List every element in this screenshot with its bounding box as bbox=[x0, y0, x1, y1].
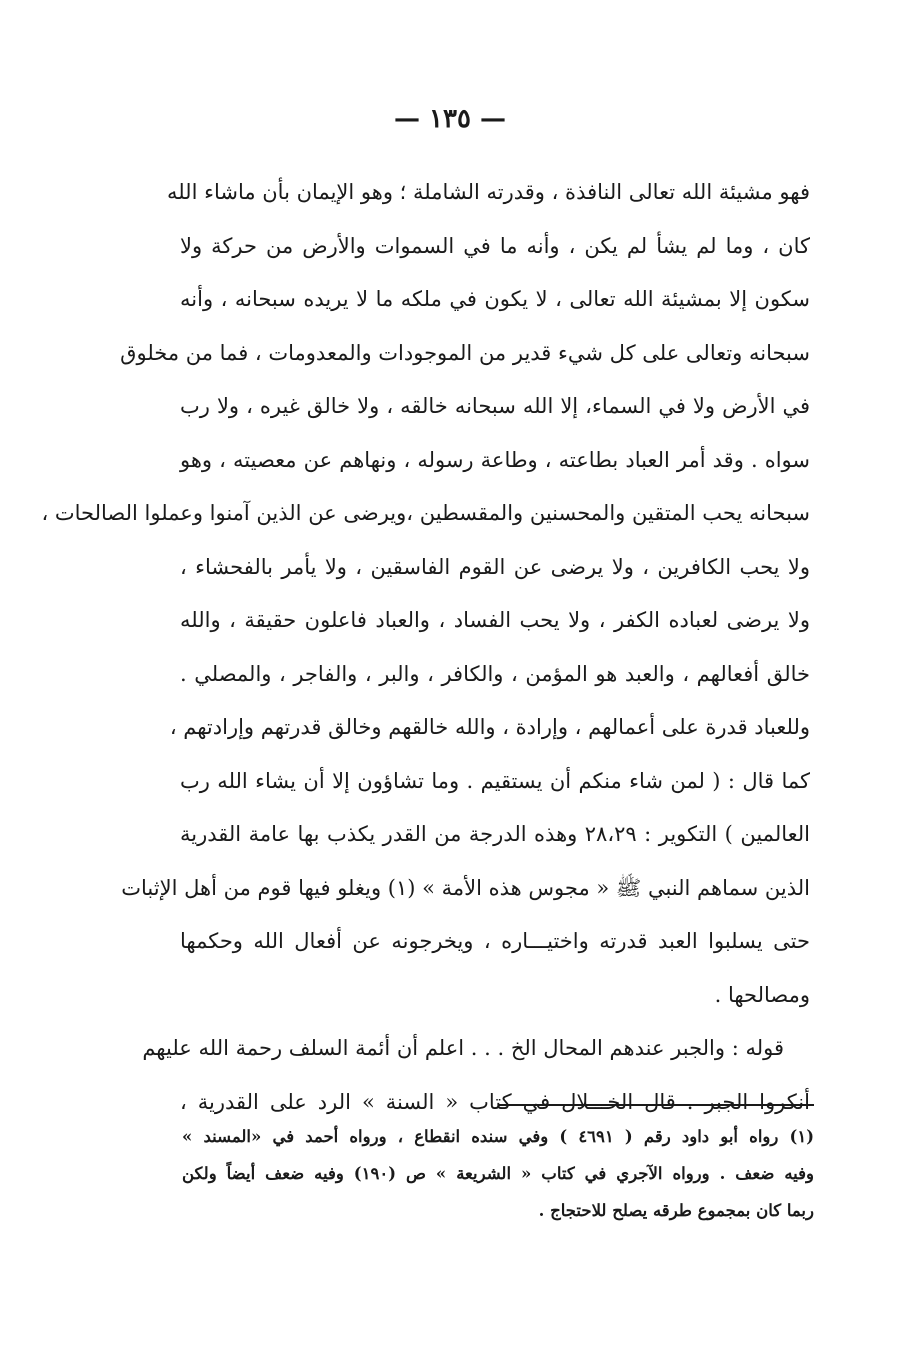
main-text bbox=[41, 166, 810, 1129]
text-line: قوله : والجبر عندهم المحال الخ . . . اعلم أن أئمة السلف رحمة الله عليهم bbox=[142, 1036, 784, 1060]
text-line: ولا يحب الكافرين ، ولا يرضى عن القوم الفاسقين ، ولا يأمر بالفحشاء ، bbox=[180, 554, 810, 579]
text-line: كما قال : ( لمن شاء منكم أن يستقيم . وما تشاؤون إلا أن يشاء الله رب bbox=[180, 768, 810, 793]
text-line: وللعباد قدرة على أعمالهم ، وإرادة ، والله خالقهم وخالق قدرتهم وإرادتهم ، bbox=[169, 715, 810, 739]
text-line: في الأرض ولا في السماء، إلا الله سبحانه خالقه ، ولا خالق غيره ، ولا رب bbox=[180, 394, 810, 418]
text-line: الذين سماهم النبي ﷺ « مجوس هذه الأمة » (١) ويغلو فيها قوم من أهل الإثبات bbox=[121, 875, 810, 900]
text-line: فهو مشيئة الله تعالى النافذة ، وقدرته الشاملة ؛ وهو الإيمان بأن ماشاء الله bbox=[166, 180, 810, 204]
text-line: سبحانه وتعالى على كل شيء قدير من الموجودات والمعدومات ، فما من مخلوق bbox=[120, 340, 810, 365]
text-line: سبحانه يحب المتقين والمحسنين والمقسطين ،ويرضى عن الذين آمنوا وعملوا الصالحات ، bbox=[41, 501, 810, 525]
footnotes bbox=[182, 1118, 814, 1229]
text-line: ولا يرضى لعباده الكفر ، ولا يحب الفساد ، والعباد فاعلون حقيقة ، والله bbox=[180, 608, 810, 632]
text-line: سكون إلا بمشيئة الله تعالى ، لا يكون في ملكه ما لا يريده سبحانه ، وأنه bbox=[180, 287, 810, 311]
footnote-line: (١) رواه أبو داود رقم ( ٤٦٩١ ) وفي سنده انقطاع ، ورواه أحمد في «المسند » bbox=[182, 1127, 814, 1146]
page-number: — ١٣٥ — bbox=[393, 104, 507, 134]
text-line: أنكروا الجبر . قال الخـــلال في كتاب « السنة » الرد على القدرية ، bbox=[180, 1089, 810, 1114]
text-line: ومصالحها . bbox=[714, 982, 810, 1007]
text-line: العالمين ) التكوير : ٢٨،٢٩ وهذه الدرجة من القدر يكذب بها عامة القدرية bbox=[180, 822, 810, 846]
text-line: كان ، وما لم يشأ لم يكن ، وأنه ما في السموات والأرض من حركة ولا bbox=[180, 233, 810, 258]
text-line: خالق أفعالهم ، والعبد هو المؤمن ، والكافر ، والبر ، والفاجر ، والمصلي . bbox=[180, 661, 810, 686]
footnote-divider bbox=[498, 1104, 814, 1106]
footnote-line: وفيه ضعف . ورواه الآجري في كتاب « الشريعة » ص (١٩٠) وفيه ضعف أيضاً ولكن bbox=[182, 1164, 814, 1183]
text-line: سواه . وقد أمر العباد بطاعته ، وطاعة رسوله ، ونهاهم عن معصيته ، وهو bbox=[180, 447, 810, 472]
text-line: حتى يسلبوا العبد قدرته واختيـــاره ، ويخرجونه عن أفعال الله وحكمها bbox=[180, 929, 810, 953]
footnote-line: ربما كان بمجموع طرقه يصلح للاحتجاج . bbox=[538, 1201, 814, 1220]
